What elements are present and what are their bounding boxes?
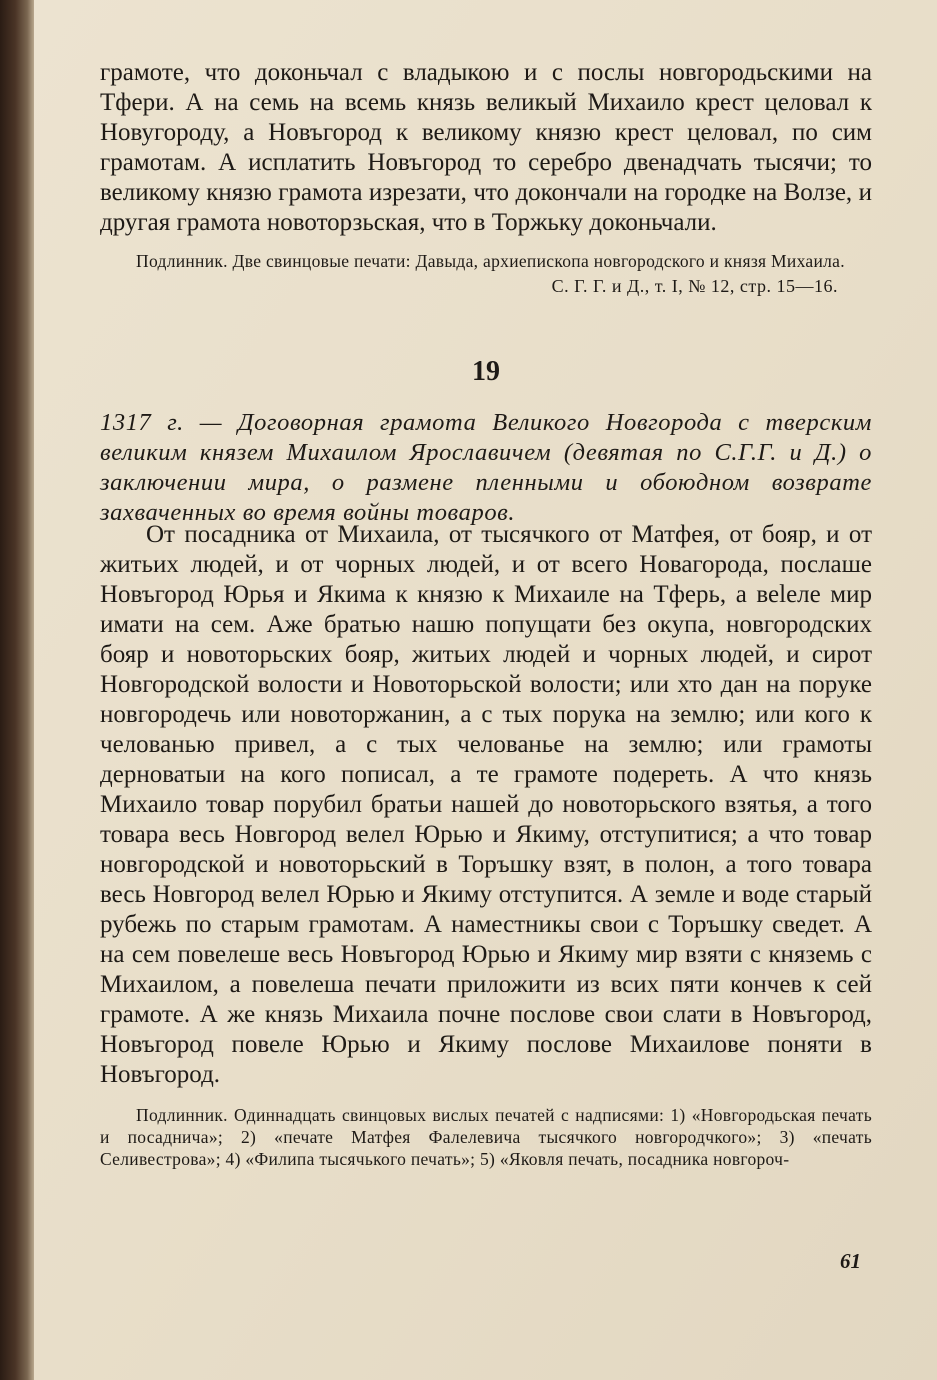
document-heading: 1317 г. — Договорная грамота Великого Новгорода с тверским великим князем Михаилом Ярославичем (девятая по С.Г.Г. и Д.) о заключении мира, о размене пленными и обоюдном возврате захваченных во время войны товаров. bbox=[100, 409, 872, 526]
document-number: 19 bbox=[472, 356, 500, 387]
book-spine-shadow bbox=[0, 0, 34, 1380]
main-text: От посадника от Михаила, от тысячкого от Матфея, от бояр, и от житьих людей, и от чорных людей, и от всего Новагорода, послаше Новъгород Юрья и Якима к князю к Михаиле на Тферь, а веleле мир имати на сем. Аже братью нашю попущати без окупа, новгородских бояр и новоторьских бояр, житьих людей и чорных людей, и сирот Новгородской волости и Новоторьской волости; или хто дан на поруке новгородечь или новоторжанин, а с тых порука на землю; или кого к челованью привел, а с тых челованье на землю; или грамоты дерноватыи на кого пописал, а те грамоте подерeть. А что князь Михаило товар порубил братьи нашей до новоторьского взятья, а того товара весь Новгород велел Юрью и Якиму, отступитися; а что товар новгородской и новоторьский в Торъшку взят, в полон, а того товара весь Новгород велел Юрью и Якиму отступится. А земле и воде старый рубежь по старым грамотам. А наместникы свои с Торъшку сведет. А на сем повелеше весь Новъгород Юрью и Якиму мир взяти с княземь с Михаилом, а повелеша печати приложити из всих пяти кончев к сей грамоте. А же князь Михаила почне послове свои слати в Новъгород, Новъгород повеле Юрью и Якиму послове Михаилове поняти в Новъгород. bbox=[100, 521, 872, 1088]
top-paragraph: грамоте, что доконьчал с владыкою и с послы новгородьскими на Тфери. А на семь на всемь князь великый Михаило крест целовал к Новугороду, а Новъгород к великому князю крест целовал, по сим грамотам. А исплатить Новъгород то серебро двенадчать тысячи; то великому князю грамота изрезати, что докончали на городке на Волзе, и другая грамота новоторзьская, что в Торжьку доконьчали. bbox=[100, 59, 872, 236]
top-source-reference: С. Г. Г. и Д., т. I, № 12, стр. 15—16. bbox=[551, 276, 838, 296]
main-section bbox=[100, 520, 872, 1170]
bottom-note: Подлинник. Одиннадцать свинцовых вислых печатей с надписями: 1) «Новгородьская печать и посадничa»; 2) «печате Матфея Фалелевича тысячкого новгородчкого»; 3) «печать Селивестрова»; 4) «Филипа тысячького печать»; 5) «Яковля печать, посадника новгороч- bbox=[100, 1105, 872, 1169]
document-header bbox=[100, 356, 872, 528]
page-number: 61 bbox=[840, 1249, 861, 1273]
top-section bbox=[100, 58, 872, 297]
book-page bbox=[34, 0, 937, 1380]
top-note: Подлинник. Две свинцовые печати: Давыда, архиепископа новгородского и князя Михаила. bbox=[136, 251, 845, 271]
